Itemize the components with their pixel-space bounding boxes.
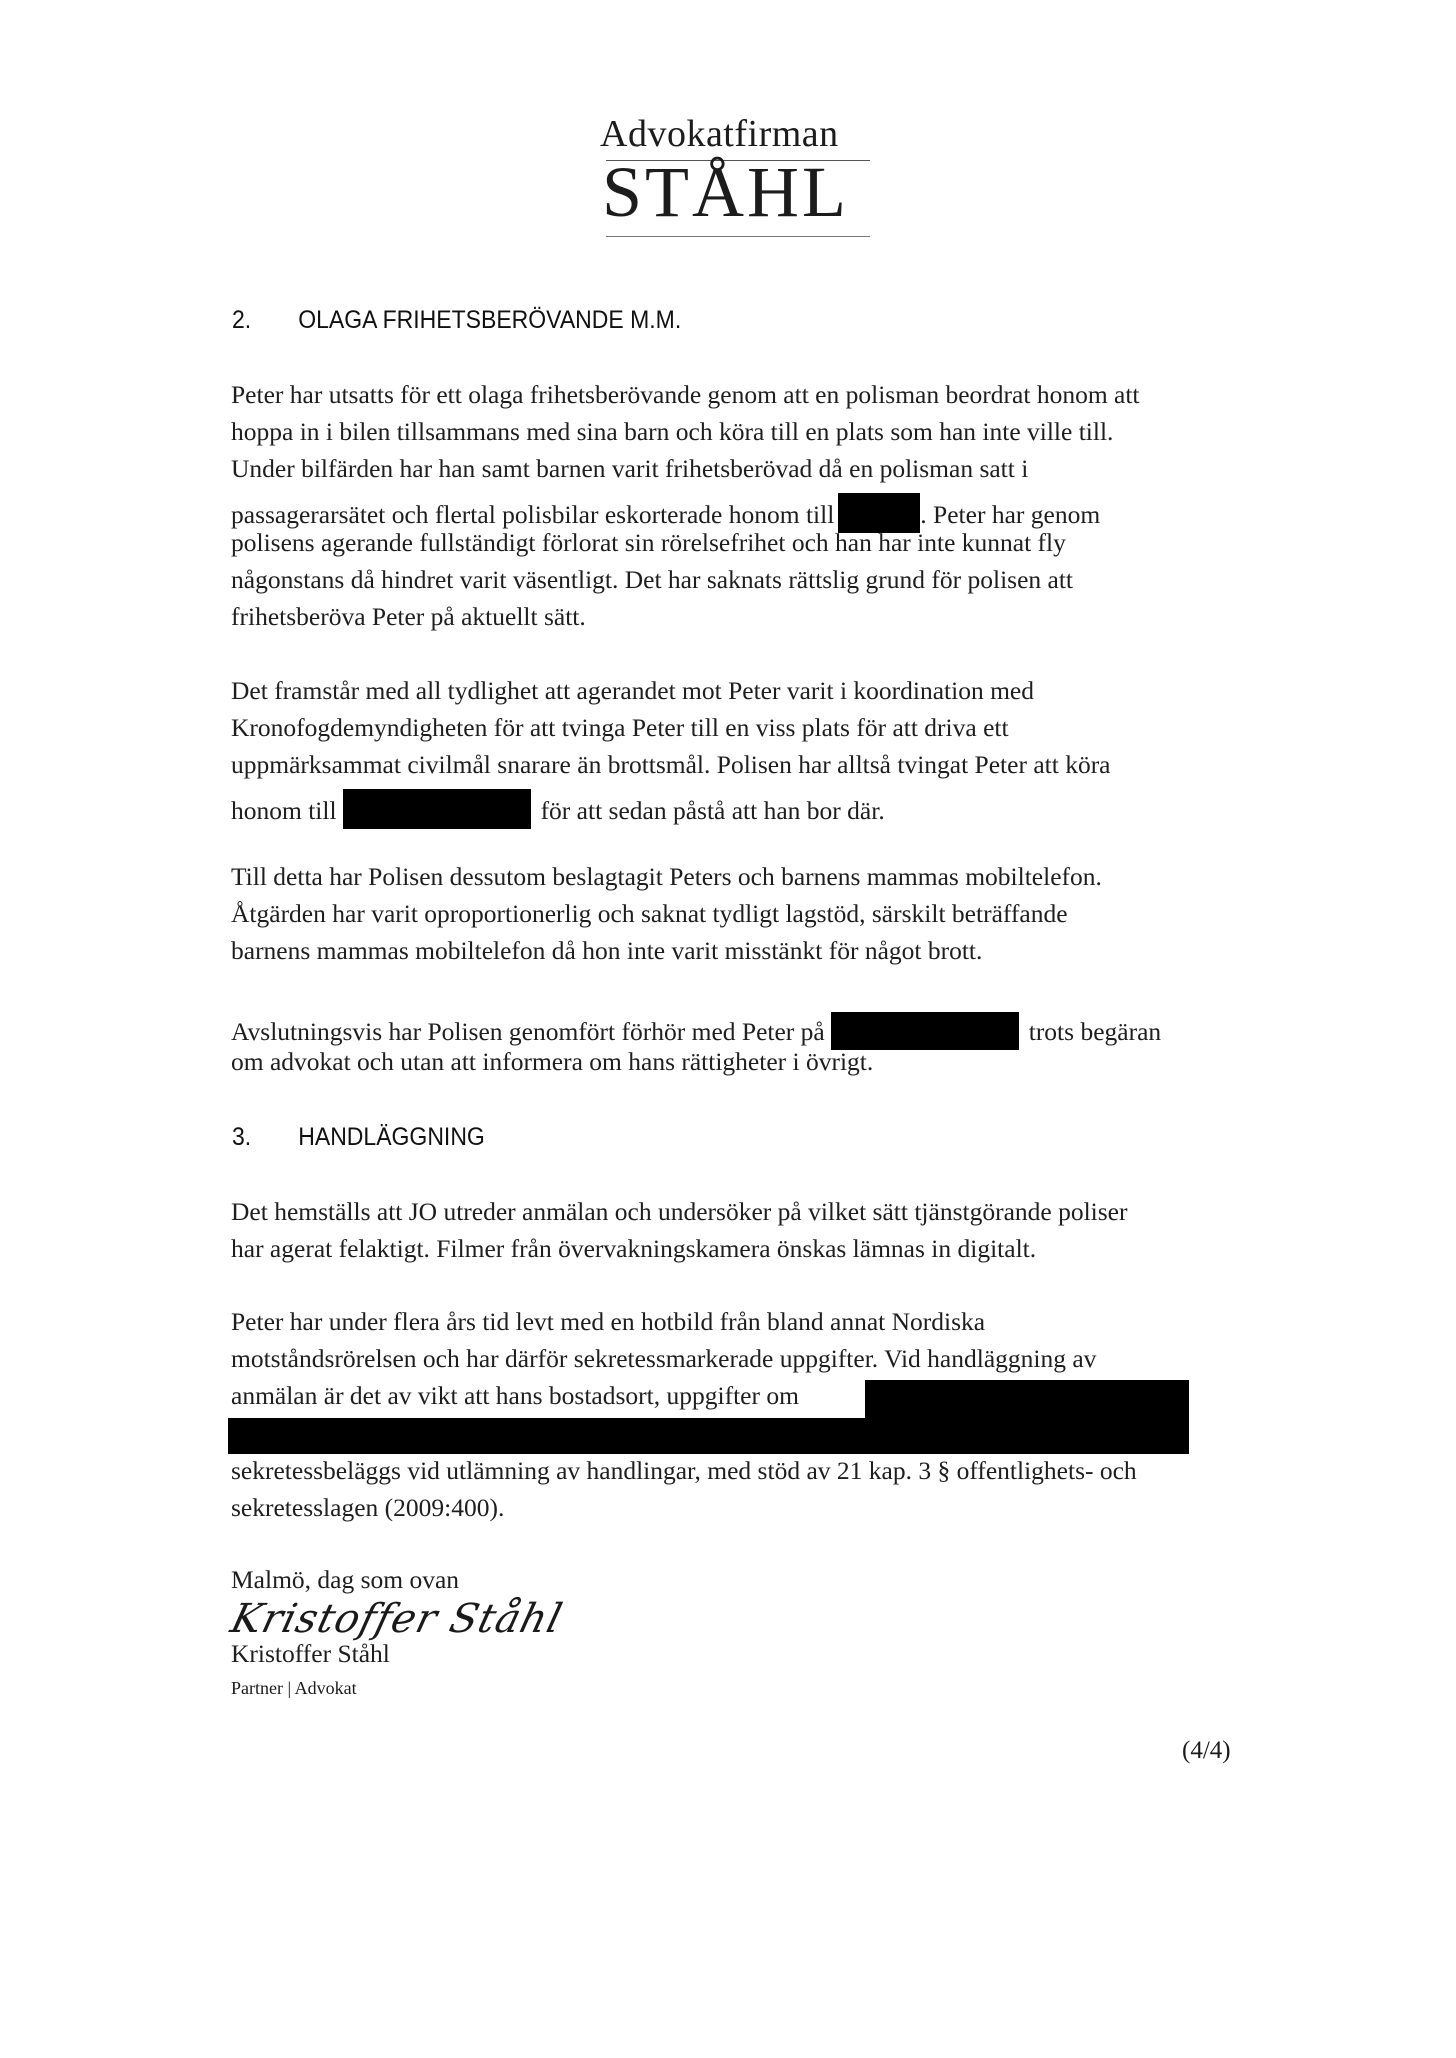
letterhead-rule-bottom (606, 236, 870, 237)
text-line: Till detta har Polisen dessutom beslagtagit Peters och barnens mammas mobiltelefon. (231, 862, 1102, 891)
section-2-number: 2. (232, 306, 252, 334)
text-line: Peter har under flera års tid levt med en hotbild från bland annat Nordiska (231, 1307, 986, 1336)
text-line: motståndsrörelsen och har därför sekretessmarkerade uppgifter. Vid handläggning av (231, 1344, 1097, 1373)
text-line: sekretessbeläggs vid utlämning av handlingar, med stöd av 21 kap. 3 § offentlighets- och (231, 1456, 1137, 1485)
section-3-heading (232, 1123, 485, 1152)
page-number: (4/4) (1182, 1737, 1231, 1764)
text-line: Kronofogdemyndigheten för att tvinga Peter till en viss plats för att driva ett (231, 713, 1009, 742)
text-line: polisens agerande fullständigt förlorat sin rörelsefrihet och han har inte kunnat fly (231, 528, 1066, 557)
text-segment: . Peter har genom (920, 500, 1101, 529)
redaction-block (831, 1012, 1019, 1050)
handwritten-signature: Kristoffer Ståhl (226, 1596, 568, 1642)
text-line: Peter har utsatts för ett olaga frihetsberövande genom att en polisman beordrat honom att (231, 380, 1140, 409)
letterhead-firm-word: Advokatfirman (600, 113, 839, 155)
place-and-date: Malmö, dag som ovan (231, 1565, 460, 1594)
text-line: Åtgärden har varit oproportionerlig och saknat tydligt lagstöd, särskilt beträffande (231, 899, 1068, 928)
text-line (231, 1012, 1161, 1050)
text-segment: Avslutningsvis har Polisen genomfört förhör med Peter på (231, 1017, 825, 1046)
text-line: uppmärksammat civilmål snarare än brottsmål. Polisen har alltså tvingat Peter att köra (231, 750, 1111, 779)
text-segment: passagerarsätet och flertal polisbilar eskorterade honom till (231, 500, 835, 529)
signatory-name: Kristoffer Ståhl (231, 1639, 390, 1668)
text-line: har agerat felaktigt. Filmer från övervakningskamera önskas lämnas in digitalt. (231, 1234, 1037, 1263)
text-line: Det framstår med all tydlighet att agerandet mot Peter varit i koordination med (231, 676, 1035, 705)
redaction-block (228, 1418, 1189, 1454)
text-segment: för att sedan påstå att han bor där. (540, 796, 885, 825)
text-segment: trots begäran (1028, 1017, 1162, 1046)
text-line: barnens mammas mobiltelefon då hon inte varit misstänkt för något brott. (231, 936, 983, 965)
section-3-number: 3. (232, 1123, 252, 1151)
section-2-title: OLAGA FRIHETSBERÖVANDE M.M. (298, 306, 682, 334)
text-line: hoppa in i bilen tillsammans med sina barn och köra till en plats som han inte ville till. (231, 417, 1114, 446)
text-line: om advokat och utan att informera om hans rättigheter i övrigt. (231, 1047, 874, 1076)
text-line (231, 493, 1100, 533)
text-line: sekretesslagen (2009:400). (231, 1493, 505, 1522)
text-line: frihetsberöva Peter på aktuellt sätt. (231, 602, 586, 631)
section-2-heading (232, 306, 681, 335)
text-line: Under bilfärden har han samt barnen varit frihetsberövad då en polisman satt i (231, 454, 1029, 483)
redaction-block (865, 1380, 1189, 1418)
text-line (231, 1383, 799, 1409)
section-3-title: HANDLÄGGNING (298, 1123, 485, 1151)
text-line: någonstans då hindret varit väsentligt. Det har saknats rättslig grund för polisen att (231, 565, 1074, 594)
text-line (231, 789, 885, 829)
redaction-block (838, 493, 920, 533)
text-segment: honom till (231, 796, 337, 825)
redaction-block (343, 789, 531, 829)
text-segment: anmälan är det av vikt att hans bostadsort, uppgifter om (231, 1381, 799, 1410)
text-line: Det hemställs att JO utreder anmälan och undersöker på vilket sätt tjänstgörande poliser (231, 1197, 1128, 1226)
signatory-role: Partner | Advokat (231, 1678, 357, 1698)
letterhead-firm-name: STÅHL (602, 152, 849, 232)
